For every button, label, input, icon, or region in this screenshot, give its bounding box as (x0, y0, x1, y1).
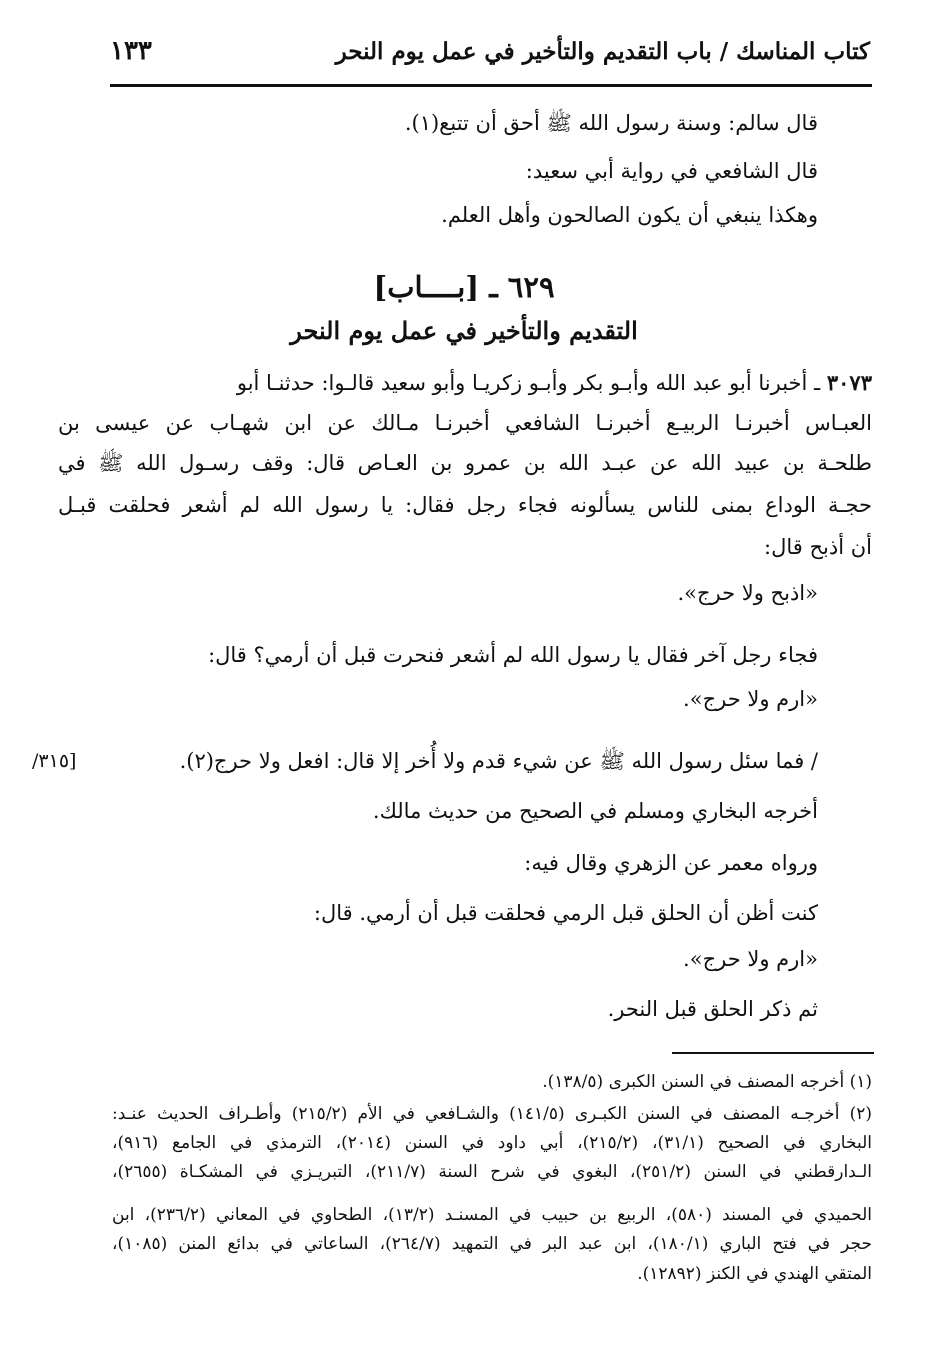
footnote-2-line-5: حجر في فتح الباري (١٨٠/١)، ابن عبد البر في التمهيد (٢٦٤/٧)، الساعاتي في بدائع المنن (١٠٨٥)، (112, 1234, 872, 1254)
running-header-title: كتاب المناسك / باب التقديم والتأخير في عمل يوم النحر (335, 38, 870, 65)
footnote-2-line-6: المتقي الهندي في الكنز (١٢٨٩٢). (637, 1264, 872, 1284)
page-number: ١٣٣ (110, 36, 152, 66)
footnote-2-line-2: البخاري في الصحيح (٣١/١)، (٢١٥/٢)، أبي داود في السنن (٢٠١٤)، الترمذي في الجامع (٩١٦)، (112, 1133, 872, 1153)
volume-page-marker: [٣١٥/ (32, 750, 77, 772)
prophet-reply-1: «اذبح ولا حرج». (677, 581, 818, 605)
footnote-1: (١) أخرجه المصنف في السنن الكبرى (١٣٨/٥). (542, 1072, 872, 1092)
intro-line-3: وهكذا ينبغي أن يكون الصالحون وأهل العلم. (441, 203, 818, 227)
hadith-line-7: فجاء رجل آخر فقال يا رسول الله لم أشعر فنحرت قبل أن أرمي؟ قال: (208, 643, 818, 667)
hadith-line-4: حجـة الوداع بمنى للناس يسألونه فجاء رجل فقال: يا رسول الله لم أشعر فحلقت قبـل (58, 493, 872, 517)
hadith-line-3: طلحـة بن عبيد الله عن عبـد الله بن عمرو بن العـاص قال: وقف رسـول الله ﷺ في (58, 451, 872, 475)
hadith-line-1: ـ أخبرنا أبو عبد الله وأبـو بكر وأبـو زكريـا وأبو سعيد قالـوا: حدثنـا أبو (236, 371, 821, 395)
takhrij-line: أخرجه البخاري ومسلم في الصحيح من حديث مالك. (372, 799, 818, 823)
closing-line: ثم ذكر الحلق قبل النحر. (607, 997, 818, 1021)
footnote-2-line-1: (٢) أخرجـه المصنف في السنن الكبـرى (١٤١/٥) والشـافعي في الأم (٢١٥/٢) وأطـراف الحديث عنـد: (112, 1104, 872, 1124)
prophet-reply-2: «ارم ولا حرج». (683, 687, 818, 711)
chapter-title: التقديم والتأخير في عمل يوم النحر (290, 316, 638, 345)
mamar-text-line: كنت أظن أن الحلق قبل الرمي فحلقت قبل أن أرمي. قال: (313, 901, 818, 925)
hadith-line-2: العبـاس أخبرنـا الربيـع أخبرنـا الشافعي أخبرنـا مـالك عن ابن شهـاب عن عيسى بن (58, 411, 872, 435)
prophet-reply-3: «ارم ولا حرج». (683, 947, 818, 971)
hadith-line-9: / فما سئل رسول الله ﷺ عن شيء قدم ولا أُخر إلا قال: افعل ولا حرج(٢). (179, 749, 818, 773)
header-divider (110, 84, 872, 87)
footnote-2-line-3: الـدارقطني في السنن (٢٥١/٢)، البغوي في شرح السنة (٢١١/٧)، التبريـزي في المشكـاة (٢٦٥٥)، (112, 1162, 872, 1182)
footnote-2-line-4: الحميدي في المسند (٥٨٠)، الربيع بن حبيب في المسنـد (١٣/٢)، الطحاوي في المعاني (٢٣٦/٢)، ابن (112, 1205, 872, 1225)
hadith-first-line (237, 368, 872, 398)
hadith-line-5: أن أذبح قال: (764, 535, 872, 559)
intro-line-2: قال الشافعي في رواية أبي سعيد: (525, 159, 818, 183)
footnote-divider (672, 1052, 874, 1054)
mamar-line: ورواه معمر عن الزهري وقال فيه: (524, 851, 818, 875)
chapter-number: ٦٢٩ ـ [بــــاب] (373, 270, 555, 304)
intro-line-1: قال سالم: وسنة رسول الله ﷺ أحق أن تتبع(١). (404, 111, 818, 135)
hadith-number: ٣٠٧٣ (826, 370, 872, 395)
